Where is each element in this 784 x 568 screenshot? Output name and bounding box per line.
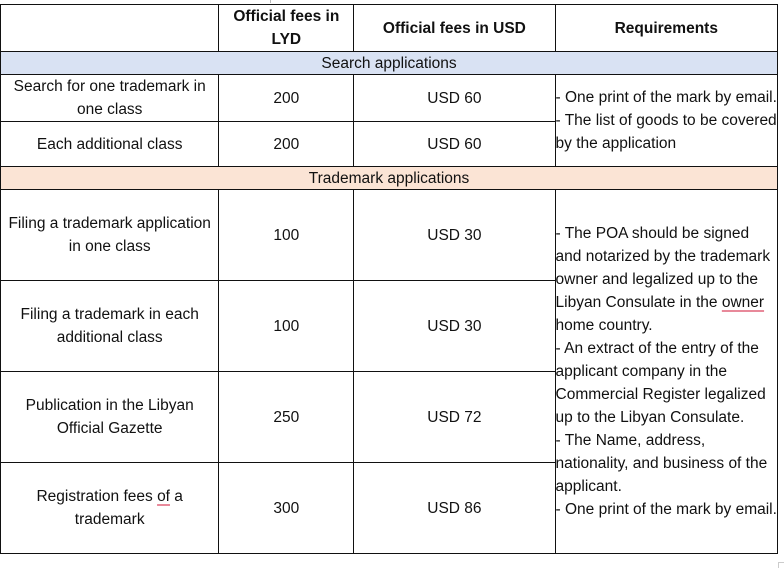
fee-lyd: 100 xyxy=(219,281,354,372)
header-row xyxy=(1,5,778,52)
header-requirements: Requirements xyxy=(555,5,777,52)
section-title: Search applications xyxy=(1,52,778,75)
header-fees-lyd: Official fees in LYD xyxy=(219,5,354,52)
fee-usd: USD 60 xyxy=(354,75,555,122)
service-label: Registration fees of a trademark xyxy=(1,463,219,554)
fee-usd: USD 30 xyxy=(354,190,555,281)
requirement-item: - The list of goods to be covered by the application xyxy=(555,112,777,152)
requirements-cell xyxy=(555,75,777,167)
spellcheck-flag: of xyxy=(157,488,170,505)
fees-table xyxy=(0,4,778,554)
fee-lyd: 200 xyxy=(219,75,354,122)
service-label: Search for one trademark in one class xyxy=(1,75,219,122)
fee-lyd: 200 xyxy=(219,122,354,167)
section-row-search xyxy=(1,52,778,75)
service-label: Filing a trademark in each additional class xyxy=(1,281,219,372)
page-corner-mark xyxy=(778,562,784,568)
requirement-item: - One print of the mark by email. xyxy=(555,89,777,106)
service-label: Publication in the Libyan Official Gazette xyxy=(1,372,219,463)
service-label: Each additional class xyxy=(1,122,219,167)
requirement-item-poa: - The POA should be signed and notarized by the trademark owner and legalized up to the Libyan Consulate in the owner home country. xyxy=(555,225,771,334)
header-service xyxy=(1,5,219,52)
service-label: Filing a trademark application in one class xyxy=(1,190,219,281)
table-row xyxy=(1,190,778,281)
fee-lyd: 250 xyxy=(219,372,354,463)
fee-lyd: 100 xyxy=(219,190,354,281)
header-fees-usd: Official fees in USD xyxy=(354,5,555,52)
requirement-item-name: - The Name, address, nationality, and business of the applicant. xyxy=(555,432,768,495)
requirement-item-print: - One print of the mark by email. xyxy=(555,501,777,518)
section-title: Trademark applications xyxy=(1,167,778,190)
table-row xyxy=(1,75,778,122)
fee-usd: USD 86 xyxy=(354,463,555,554)
section-row-trademark xyxy=(1,167,778,190)
fee-usd: USD 60 xyxy=(354,122,555,167)
page-artifact xyxy=(270,0,271,3)
fee-usd: USD 30 xyxy=(354,281,555,372)
requirements-cell xyxy=(555,190,777,554)
spellcheck-flag: owner xyxy=(721,294,765,311)
fee-usd: USD 72 xyxy=(354,372,555,463)
fee-lyd: 300 xyxy=(219,463,354,554)
requirement-item-extract: - An extract of the entry of the applicant company in the Commercial Register legalized up to the Libyan Consulate. xyxy=(555,340,766,426)
